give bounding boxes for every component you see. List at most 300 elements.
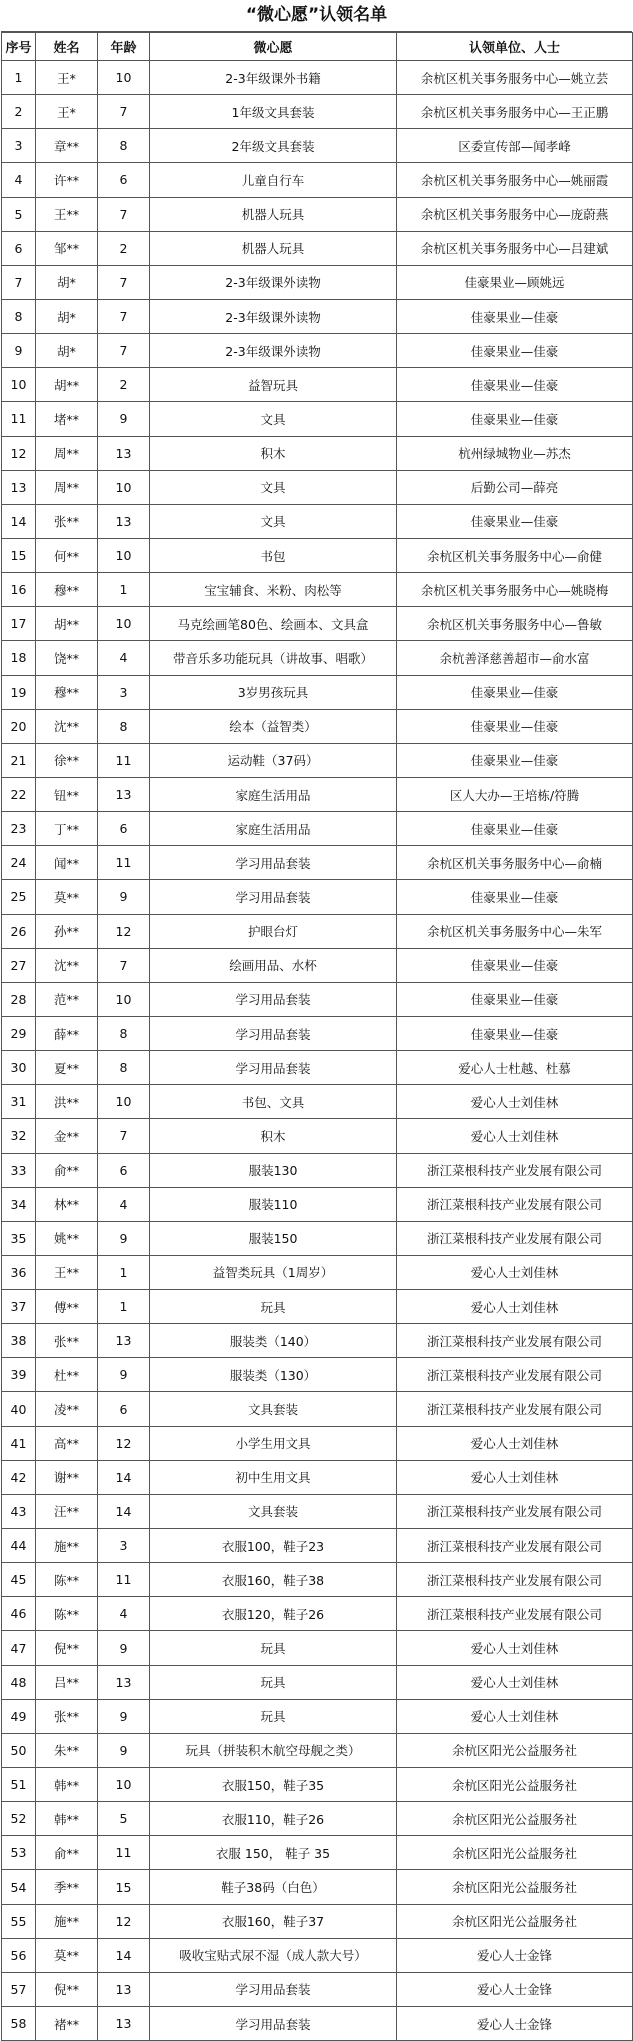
cell-claimant: 余杭区机关事务服务中心—俞楠 — [397, 846, 633, 880]
cell-claimant: 浙江菜根科技产业发展有限公司 — [397, 1221, 633, 1255]
cell-index: 20 — [2, 709, 36, 743]
claim-table — [1, 32, 633, 2041]
cell-wish: 1年级文具套装 — [150, 95, 397, 129]
cell-claimant: 爱心人士刘佳林 — [397, 1290, 633, 1324]
cell-wish: 绘本（益智类） — [150, 709, 397, 743]
cell-wish: 玩具 — [150, 1665, 397, 1699]
cell-name: 周** — [36, 470, 98, 504]
cell-wish: 服装类（130） — [150, 1358, 397, 1392]
cell-claimant: 浙江菜根科技产业发展有限公司 — [397, 1597, 633, 1631]
cell-age: 9 — [98, 402, 150, 436]
cell-claimant: 佳豪果业—佳豪 — [397, 368, 633, 402]
cell-wish: 儿童自行车 — [150, 163, 397, 197]
cell-name: 王* — [36, 95, 98, 129]
cell-claimant: 佳豪果业—佳豪 — [397, 402, 633, 436]
cell-index: 5 — [2, 197, 36, 231]
cell-age: 12 — [98, 1426, 150, 1460]
table-row — [2, 1699, 633, 1733]
table-row — [2, 95, 633, 129]
cell-claimant: 浙江菜根科技产业发展有限公司 — [397, 1187, 633, 1221]
cell-claimant: 佳豪果业—佳豪 — [397, 812, 633, 846]
cell-name: 韩** — [36, 1768, 98, 1802]
cell-claimant: 余杭区机关事务服务中心—王正鹏 — [397, 95, 633, 129]
cell-age: 1 — [98, 573, 150, 607]
table-body — [2, 61, 633, 2041]
table-row — [2, 1085, 633, 1119]
cell-claimant: 佳豪果业—顾姚远 — [397, 265, 633, 299]
cell-age: 6 — [98, 812, 150, 846]
cell-age: 14 — [98, 1494, 150, 1528]
cell-index: 7 — [2, 265, 36, 299]
cell-claimant: 后勤公司—薛亮 — [397, 470, 633, 504]
cell-name: 莫** — [36, 1938, 98, 1972]
cell-name: 陈** — [36, 1597, 98, 1631]
table-row — [2, 812, 633, 846]
cell-wish: 玩具 — [150, 1290, 397, 1324]
table-row — [2, 1426, 633, 1460]
cell-claimant: 余杭区阳光公益服务社 — [397, 1836, 633, 1870]
cell-claimant: 余杭区阳光公益服务社 — [397, 1802, 633, 1836]
cell-wish: 小学生用文具 — [150, 1426, 397, 1460]
table-row — [2, 1904, 633, 1938]
cell-wish: 益智类玩具（1周岁） — [150, 1255, 397, 1289]
cell-index: 43 — [2, 1494, 36, 1528]
cell-wish: 文具套装 — [150, 1494, 397, 1528]
cell-age: 13 — [98, 436, 150, 470]
cell-index: 12 — [2, 436, 36, 470]
cell-name: 傅** — [36, 1290, 98, 1324]
cell-name: 王* — [36, 61, 98, 95]
cell-claimant: 佳豪果业—佳豪 — [397, 880, 633, 914]
cell-index: 41 — [2, 1426, 36, 1460]
cell-age: 10 — [98, 61, 150, 95]
cell-claimant: 余杭区机关事务服务中心—朱军 — [397, 914, 633, 948]
cell-claimant: 爱心人士杜越、杜慕 — [397, 1051, 633, 1085]
cell-claimant: 余杭区机关事务服务中心—鲁敏 — [397, 607, 633, 641]
cell-claimant: 爱心人士刘佳林 — [397, 1085, 633, 1119]
cell-index: 2 — [2, 95, 36, 129]
cell-name: 杜** — [36, 1358, 98, 1392]
cell-claimant: 余杭区阳光公益服务社 — [397, 1733, 633, 1767]
cell-name: 胡* — [36, 334, 98, 368]
cell-age: 9 — [98, 1221, 150, 1255]
table-row — [2, 163, 633, 197]
cell-claimant: 爱心人士刘佳林 — [397, 1119, 633, 1153]
cell-name: 孙** — [36, 914, 98, 948]
table-row — [2, 61, 633, 95]
cell-age: 9 — [98, 1699, 150, 1733]
cell-name: 张** — [36, 504, 98, 538]
cell-index: 52 — [2, 1802, 36, 1836]
cell-name: 王** — [36, 1255, 98, 1289]
cell-index: 34 — [2, 1187, 36, 1221]
cell-wish: 带音乐多功能玩具（讲故事、唱歌） — [150, 641, 397, 675]
cell-index: 8 — [2, 299, 36, 333]
table-row — [2, 470, 633, 504]
cell-claimant: 浙江菜根科技产业发展有限公司 — [397, 1563, 633, 1597]
cell-index: 3 — [2, 129, 36, 163]
cell-wish: 益智玩具 — [150, 368, 397, 402]
table-row — [2, 1494, 633, 1528]
cell-wish: 学习用品套装 — [150, 1972, 397, 2006]
cell-claimant: 杭州绿城物业—苏杰 — [397, 436, 633, 470]
table-row — [2, 948, 633, 982]
cell-age: 1 — [98, 1255, 150, 1289]
cell-age: 4 — [98, 1187, 150, 1221]
cell-index: 19 — [2, 675, 36, 709]
cell-index: 40 — [2, 1392, 36, 1426]
cell-name: 倪** — [36, 1631, 98, 1665]
cell-wish: 衣服 150， 鞋子 35 — [150, 1836, 397, 1870]
cell-name: 邹** — [36, 231, 98, 265]
cell-name: 汪** — [36, 1494, 98, 1528]
cell-claimant: 余杭善泽慈善超市—俞水富 — [397, 641, 633, 675]
cell-claimant: 佳豪果业—佳豪 — [397, 504, 633, 538]
cell-age: 7 — [98, 334, 150, 368]
cell-index: 31 — [2, 1085, 36, 1119]
table-row — [2, 1358, 633, 1392]
cell-name: 钮** — [36, 777, 98, 811]
cell-age: 10 — [98, 982, 150, 1016]
cell-wish: 文具 — [150, 504, 397, 538]
cell-wish: 书包 — [150, 538, 397, 572]
cell-index: 49 — [2, 1699, 36, 1733]
cell-name: 姚** — [36, 1221, 98, 1255]
cell-index: 6 — [2, 231, 36, 265]
table-row — [2, 1870, 633, 1904]
cell-claimant: 爱心人士刘佳林 — [397, 1699, 633, 1733]
cell-name: 韩** — [36, 1802, 98, 1836]
cell-index: 36 — [2, 1255, 36, 1289]
cell-index: 37 — [2, 1290, 36, 1324]
cell-wish: 2-3年级课外读物 — [150, 265, 397, 299]
table-row — [2, 1665, 633, 1699]
table-row — [2, 368, 633, 402]
cell-name: 薛** — [36, 1016, 98, 1050]
cell-claimant: 佳豪果业—佳豪 — [397, 1016, 633, 1050]
table-row — [2, 265, 633, 299]
cell-claimant: 余杭区阳光公益服务社 — [397, 1904, 633, 1938]
cell-age: 11 — [98, 1563, 150, 1597]
cell-claimant: 余杭区机关事务服务中心—姚立芸 — [397, 61, 633, 95]
table-row — [2, 1153, 633, 1187]
cell-wish: 宝宝辅食、米粉、肉松等 — [150, 573, 397, 607]
cell-claimant: 爱心人士刘佳林 — [397, 1631, 633, 1665]
cell-age: 8 — [98, 129, 150, 163]
cell-age: 7 — [98, 197, 150, 231]
table-row — [2, 1938, 633, 1972]
table-header-row — [2, 33, 633, 61]
cell-wish: 文具 — [150, 402, 397, 436]
cell-age: 15 — [98, 1870, 150, 1904]
cell-name: 谢** — [36, 1460, 98, 1494]
cell-name: 穆** — [36, 573, 98, 607]
cell-name: 徐** — [36, 743, 98, 777]
table-row — [2, 1255, 633, 1289]
cell-claimant: 余杭区机关事务服务中心—姚丽霞 — [397, 163, 633, 197]
cell-name: 胡** — [36, 368, 98, 402]
table-row — [2, 1597, 633, 1631]
cell-name: 丁** — [36, 812, 98, 846]
cell-name: 穆** — [36, 675, 98, 709]
cell-index: 11 — [2, 402, 36, 436]
table-row — [2, 402, 633, 436]
table-row — [2, 299, 633, 333]
cell-age: 13 — [98, 1665, 150, 1699]
cell-name: 沈** — [36, 948, 98, 982]
cell-index: 32 — [2, 1119, 36, 1153]
cell-claimant: 佳豪果业—佳豪 — [397, 334, 633, 368]
cell-age: 10 — [98, 607, 150, 641]
cell-wish: 衣服110，鞋子26 — [150, 1802, 397, 1836]
table-row — [2, 1051, 633, 1085]
cell-wish: 服装150 — [150, 1221, 397, 1255]
header-index: 序号 — [2, 33, 36, 61]
cell-wish: 初中生用文具 — [150, 1460, 397, 1494]
cell-index: 9 — [2, 334, 36, 368]
cell-wish: 积木 — [150, 436, 397, 470]
cell-age: 7 — [98, 299, 150, 333]
cell-index: 21 — [2, 743, 36, 777]
cell-age: 11 — [98, 743, 150, 777]
cell-name: 俞** — [36, 1836, 98, 1870]
cell-index: 57 — [2, 1972, 36, 2006]
cell-wish: 运动鞋（37码） — [150, 743, 397, 777]
cell-wish: 学习用品套装 — [150, 982, 397, 1016]
cell-name: 堵** — [36, 402, 98, 436]
cell-index: 35 — [2, 1221, 36, 1255]
cell-wish: 家庭生活用品 — [150, 812, 397, 846]
cell-wish: 服装130 — [150, 1153, 397, 1187]
cell-age: 4 — [98, 1597, 150, 1631]
table-row — [2, 607, 633, 641]
cell-age: 8 — [98, 1016, 150, 1050]
cell-index: 16 — [2, 573, 36, 607]
cell-claimant: 余杭区阳光公益服务社 — [397, 1870, 633, 1904]
cell-index: 53 — [2, 1836, 36, 1870]
cell-claimant: 爱心人士刘佳林 — [397, 1665, 633, 1699]
table-row — [2, 1221, 633, 1255]
cell-wish: 衣服150，鞋子35 — [150, 1768, 397, 1802]
cell-index: 42 — [2, 1460, 36, 1494]
cell-index: 13 — [2, 470, 36, 504]
cell-wish: 玩具 — [150, 1631, 397, 1665]
cell-age: 10 — [98, 538, 150, 572]
table-row — [2, 1563, 633, 1597]
table-row — [2, 1529, 633, 1563]
cell-claimant: 爱心人士刘佳林 — [397, 1426, 633, 1460]
cell-wish: 服装110 — [150, 1187, 397, 1221]
table-row — [2, 1768, 633, 1802]
cell-age: 11 — [98, 846, 150, 880]
cell-name: 陈** — [36, 1563, 98, 1597]
table-row — [2, 197, 633, 231]
cell-wish: 家庭生活用品 — [150, 777, 397, 811]
cell-wish: 衣服120，鞋子26 — [150, 1597, 397, 1631]
cell-age: 9 — [98, 1733, 150, 1767]
cell-wish: 学习用品套装 — [150, 846, 397, 880]
cell-name: 施** — [36, 1529, 98, 1563]
cell-wish: 鞋子38码（白色） — [150, 1870, 397, 1904]
table-row — [2, 914, 633, 948]
cell-name: 凌** — [36, 1392, 98, 1426]
cell-age: 14 — [98, 1938, 150, 1972]
cell-age: 9 — [98, 1631, 150, 1665]
cell-claimant: 浙江菜根科技产业发展有限公司 — [397, 1494, 633, 1528]
cell-index: 1 — [2, 61, 36, 95]
cell-age: 9 — [98, 1358, 150, 1392]
cell-claimant: 佳豪果业—佳豪 — [397, 675, 633, 709]
header-age: 年龄 — [98, 33, 150, 61]
cell-age: 8 — [98, 1051, 150, 1085]
cell-age: 8 — [98, 709, 150, 743]
cell-index: 38 — [2, 1324, 36, 1358]
cell-claimant: 浙江菜根科技产业发展有限公司 — [397, 1324, 633, 1358]
cell-claimant: 爱心人士金锋 — [397, 1972, 633, 2006]
cell-index: 14 — [2, 504, 36, 538]
cell-index: 51 — [2, 1768, 36, 1802]
cell-index: 15 — [2, 538, 36, 572]
table-row — [2, 1836, 633, 1870]
cell-name: 胡* — [36, 265, 98, 299]
cell-age: 14 — [98, 1460, 150, 1494]
cell-index: 26 — [2, 914, 36, 948]
cell-index: 17 — [2, 607, 36, 641]
cell-age: 6 — [98, 1153, 150, 1187]
table-row — [2, 1016, 633, 1050]
table-row — [2, 1972, 633, 2006]
cell-age: 1 — [98, 1290, 150, 1324]
cell-wish: 玩具 — [150, 1699, 397, 1733]
table-row — [2, 709, 633, 743]
cell-name: 周** — [36, 436, 98, 470]
table-row — [2, 743, 633, 777]
cell-wish: 2年级文具套装 — [150, 129, 397, 163]
cell-wish: 护眼台灯 — [150, 914, 397, 948]
cell-name: 章** — [36, 129, 98, 163]
cell-age: 3 — [98, 675, 150, 709]
cell-claimant: 爱心人士刘佳林 — [397, 1460, 633, 1494]
table-row — [2, 675, 633, 709]
cell-age: 13 — [98, 1972, 150, 2006]
cell-name: 夏** — [36, 1051, 98, 1085]
cell-age: 3 — [98, 1529, 150, 1563]
cell-age: 12 — [98, 914, 150, 948]
cell-index: 30 — [2, 1051, 36, 1085]
cell-name: 洪** — [36, 1085, 98, 1119]
cell-wish: 衣服100，鞋子23 — [150, 1529, 397, 1563]
cell-wish: 学习用品套装 — [150, 2007, 397, 2041]
cell-age: 7 — [98, 95, 150, 129]
cell-name: 胡* — [36, 299, 98, 333]
cell-age: 13 — [98, 1324, 150, 1358]
cell-claimant: 佳豪果业—佳豪 — [397, 982, 633, 1016]
cell-wish: 文具套装 — [150, 1392, 397, 1426]
cell-index: 48 — [2, 1665, 36, 1699]
cell-index: 55 — [2, 1904, 36, 1938]
cell-claimant: 余杭区机关事务服务中心—庞蔚燕 — [397, 197, 633, 231]
cell-name: 张** — [36, 1699, 98, 1733]
cell-index: 33 — [2, 1153, 36, 1187]
cell-wish: 学习用品套装 — [150, 1051, 397, 1085]
cell-claimant: 浙江菜根科技产业发展有限公司 — [397, 1529, 633, 1563]
cell-index: 24 — [2, 846, 36, 880]
table-row — [2, 1631, 633, 1665]
cell-wish: 3岁男孩玩具 — [150, 675, 397, 709]
cell-wish: 学习用品套装 — [150, 880, 397, 914]
cell-age: 7 — [98, 948, 150, 982]
table-row — [2, 777, 633, 811]
cell-claimant: 余杭区阳光公益服务社 — [397, 1768, 633, 1802]
cell-name: 施** — [36, 1904, 98, 1938]
cell-name: 闻** — [36, 846, 98, 880]
cell-index: 18 — [2, 641, 36, 675]
table-row — [2, 641, 633, 675]
cell-wish: 积木 — [150, 1119, 397, 1153]
cell-wish: 学习用品套装 — [150, 1016, 397, 1050]
cell-age: 13 — [98, 504, 150, 538]
cell-name: 林** — [36, 1187, 98, 1221]
cell-age: 10 — [98, 1768, 150, 1802]
cell-claimant: 余杭区机关事务服务中心—姚晓梅 — [397, 573, 633, 607]
cell-wish: 玩具（拼装积木航空母舰之类） — [150, 1733, 397, 1767]
cell-name: 王** — [36, 197, 98, 231]
cell-age: 4 — [98, 641, 150, 675]
cell-wish: 机器人玩具 — [150, 197, 397, 231]
cell-age: 6 — [98, 163, 150, 197]
sheet-title: “微心愿”认领名单 — [1, 0, 632, 32]
cell-age: 5 — [98, 1802, 150, 1836]
cell-name: 许** — [36, 163, 98, 197]
cell-name: 朱** — [36, 1733, 98, 1767]
cell-age: 7 — [98, 265, 150, 299]
cell-name: 胡** — [36, 607, 98, 641]
cell-name: 莫** — [36, 880, 98, 914]
cell-name: 范** — [36, 982, 98, 1016]
table-row — [2, 846, 633, 880]
cell-claimant: 浙江菜根科技产业发展有限公司 — [397, 1392, 633, 1426]
cell-age: 12 — [98, 1904, 150, 1938]
cell-index: 50 — [2, 1733, 36, 1767]
cell-claimant: 浙江菜根科技产业发展有限公司 — [397, 1358, 633, 1392]
cell-name: 褚** — [36, 2007, 98, 2041]
table-row — [2, 1187, 633, 1221]
cell-claimant: 区人大办—王培栋/符腾 — [397, 777, 633, 811]
cell-index: 58 — [2, 2007, 36, 2041]
cell-wish: 衣服160，鞋子37 — [150, 1904, 397, 1938]
table-row — [2, 436, 633, 470]
cell-age: 6 — [98, 1392, 150, 1426]
cell-name: 沈** — [36, 709, 98, 743]
table-row — [2, 1733, 633, 1767]
cell-wish: 2-3年级课外读物 — [150, 334, 397, 368]
header-name: 姓名 — [36, 33, 98, 61]
cell-index: 10 — [2, 368, 36, 402]
table-row — [2, 1290, 633, 1324]
cell-index: 27 — [2, 948, 36, 982]
cell-claimant: 佳豪果业—佳豪 — [397, 948, 633, 982]
cell-claimant: 区委宣传部—闻孝峰 — [397, 129, 633, 163]
cell-index: 54 — [2, 1870, 36, 1904]
cell-age: 13 — [98, 777, 150, 811]
table-row — [2, 1460, 633, 1494]
cell-claimant: 爱心人士刘佳林 — [397, 1255, 633, 1289]
cell-claimant: 佳豪果业—佳豪 — [397, 743, 633, 777]
cell-wish: 绘画用品、水杯 — [150, 948, 397, 982]
cell-age: 9 — [98, 880, 150, 914]
cell-index: 47 — [2, 1631, 36, 1665]
cell-index: 25 — [2, 880, 36, 914]
